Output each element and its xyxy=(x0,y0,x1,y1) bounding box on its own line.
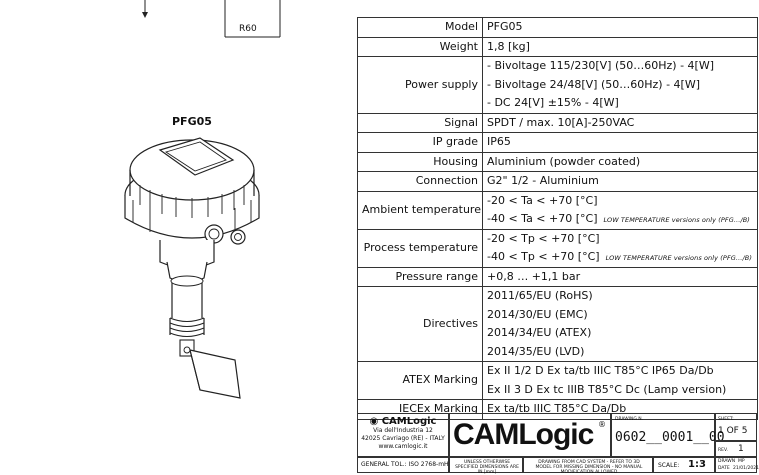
spec-value xyxy=(487,268,753,287)
spec-value xyxy=(487,210,753,229)
spec-label: Power supply xyxy=(358,57,483,114)
dimension-label: R60 xyxy=(239,24,257,34)
spec-value xyxy=(487,114,753,133)
spec-value-text: 2011/65/EU (RoHS) xyxy=(487,289,593,302)
spec-label: Housing xyxy=(358,152,483,172)
spec-value-text: - DC 24[V] ±15% - 4[W] xyxy=(487,96,619,109)
address-line1: Via dell'Industria 12 xyxy=(373,427,433,434)
spec-value-cell xyxy=(483,113,758,133)
spec-value-text: 2014/34/EU (ATEX) xyxy=(487,326,592,339)
spec-note: LOW TEMPERATURE versions only (PFG…/B) xyxy=(605,254,753,262)
spec-label: ATEX Marking xyxy=(358,362,483,400)
camlogic-logo: CAMLogic xyxy=(453,418,594,451)
spec-value-text: - Bivoltage 115/230[V] (50…60Hz) - 4[W] xyxy=(487,59,715,72)
device-drawing xyxy=(0,0,350,472)
scale-box xyxy=(653,457,715,473)
spec-value-cell xyxy=(483,18,758,38)
rev-label: REV. xyxy=(718,448,728,453)
spec-value xyxy=(487,133,753,152)
product-label: PFG05 xyxy=(172,115,212,128)
spec-row xyxy=(358,191,758,229)
spec-label: IP grade xyxy=(358,133,483,153)
spec-row xyxy=(358,267,758,287)
spec-value-text: -20 < Tp < +70 [°C] xyxy=(487,231,600,245)
spec-value-cell xyxy=(483,172,758,192)
spec-value xyxy=(487,76,753,95)
spec-value xyxy=(487,18,753,37)
tolerance-box xyxy=(357,457,449,473)
address-line2: 42025 Cavriago (RE) - ITALY xyxy=(361,435,445,442)
spec-value xyxy=(487,38,753,57)
spec-value xyxy=(487,94,753,113)
spec-value xyxy=(487,230,753,249)
spec-value-cell xyxy=(483,362,758,400)
drawing-number-label: DRAWING N. xyxy=(615,417,644,422)
spec-value xyxy=(487,381,753,400)
spec-value xyxy=(487,324,753,343)
company-name: CAMLogic xyxy=(381,416,437,427)
notes-mid: DRAWING FROM CAD SYSTEM - REFER TO 3D MODEL FOR MISSING DIMENSION - NO MANUAL MODIFICATION ALLOWED xyxy=(535,460,643,475)
spec-row xyxy=(358,133,758,153)
spec-value-text: Aluminium (powder coated) xyxy=(487,154,641,168)
spec-row xyxy=(358,172,758,192)
spec-value-text: 2014/30/EU (EMC) xyxy=(487,307,588,321)
spec-value-cell xyxy=(483,133,758,153)
camlogic-icon: ◉ xyxy=(369,416,379,427)
spec-label: Signal xyxy=(358,113,483,133)
date-value: 21/01/2021 xyxy=(733,466,759,471)
notes-left-box xyxy=(449,457,523,473)
spec-value-text: IP65 xyxy=(487,135,511,148)
scale-value: 1:3 xyxy=(688,459,706,470)
rev-value: 1 xyxy=(738,444,744,454)
spec-value-text: Ex ta/tb IIIC T85°C Da/Db xyxy=(487,402,627,415)
registered-icon: ® xyxy=(598,420,606,429)
spec-note: LOW TEMPERATURE versions only (PFG…/B) xyxy=(603,216,750,224)
spec-row xyxy=(358,37,758,57)
spec-label: Pressure range xyxy=(358,267,483,287)
scale-label: SCALE: xyxy=(658,462,680,469)
spec-value-text: Ex II 1/2 D Ex ta/tb IIIC T85°C IP65 Da/Db xyxy=(487,364,714,377)
drawing-number: 0602__0001__00 xyxy=(615,430,725,445)
notes-left: UNLESS OTHERWISE SPECIFIED DIMENSIONS ARE IN [mm] xyxy=(455,460,519,475)
spec-value-text: -40 < Ta < +70 [°C] xyxy=(487,212,598,225)
sheet-box xyxy=(715,413,757,441)
spec-value xyxy=(487,192,753,211)
spec-row xyxy=(358,287,758,362)
spec-label: Ambient temperature xyxy=(358,191,483,229)
drawn-label: DRAWN xyxy=(718,459,736,464)
spec-row xyxy=(358,362,758,400)
spec-label: Model xyxy=(358,18,483,38)
spec-value-cell xyxy=(483,191,758,229)
spec-value-text: PFG05 xyxy=(487,20,523,33)
spec-value xyxy=(487,343,753,362)
spec-value-cell xyxy=(483,57,758,114)
tolerance: GENERAL TOL.: ISO 2768-mH xyxy=(361,461,449,468)
spec-label: Weight xyxy=(358,37,483,57)
notes-mid-box xyxy=(523,457,653,473)
spec-value-text: 2014/35/EU (LVD) xyxy=(487,344,585,358)
spec-value-text: -20 < Ta < +70 [°C] xyxy=(487,193,598,207)
spec-label: Connection xyxy=(358,172,483,192)
spec-row xyxy=(358,152,758,172)
spec-label: Process temperature xyxy=(358,229,483,267)
spec-value-cell xyxy=(483,37,758,57)
rev-box xyxy=(715,441,757,457)
spec-row xyxy=(358,57,758,114)
spec-value-cell xyxy=(483,267,758,287)
spec-table xyxy=(357,17,758,420)
spec-value xyxy=(487,362,753,381)
spec-label: Directives xyxy=(358,287,483,362)
spec-label: IECEx Marking xyxy=(358,400,483,420)
spec-row xyxy=(358,113,758,133)
sheet-label: SHEET: xyxy=(718,417,734,422)
drawn-value: MP xyxy=(738,459,745,464)
spec-value-text: +0,8 … +1,1 bar xyxy=(487,269,581,283)
drawn-box xyxy=(715,457,757,473)
spec-row xyxy=(358,229,758,267)
date-label: DATE xyxy=(718,466,730,471)
spec-value xyxy=(487,172,753,191)
sheet-value: 1 OF 5 xyxy=(718,426,748,436)
spec-value xyxy=(487,57,753,76)
spec-value xyxy=(487,153,753,172)
spec-value xyxy=(487,287,753,306)
spec-value-text: -40 < Tp < +70 [°C] xyxy=(487,250,600,263)
company-info xyxy=(357,413,449,457)
spec-value xyxy=(487,306,753,325)
spec-value-cell xyxy=(483,152,758,172)
spec-value-cell xyxy=(483,229,758,267)
spec-value-cell xyxy=(483,287,758,362)
website: www.camlogic.it xyxy=(378,443,428,450)
spec-value-text: G2" 1/2 - Aluminium xyxy=(487,174,599,187)
spec-value-text: - Bivoltage 24/48[V] (50…60Hz) - 4[W] xyxy=(487,77,701,91)
spec-value xyxy=(487,248,753,267)
spec-value-text: SPDT / max. 10[A]-250VAC xyxy=(487,115,635,129)
logo-box xyxy=(449,413,611,457)
spec-value-text: Ex II 3 D Ex tc IIIB T85°C Dc (Lamp version) xyxy=(487,382,727,396)
spec-row xyxy=(358,18,758,38)
spec-value-text: 1,8 [kg] xyxy=(487,39,530,53)
drawing-area xyxy=(0,0,350,472)
